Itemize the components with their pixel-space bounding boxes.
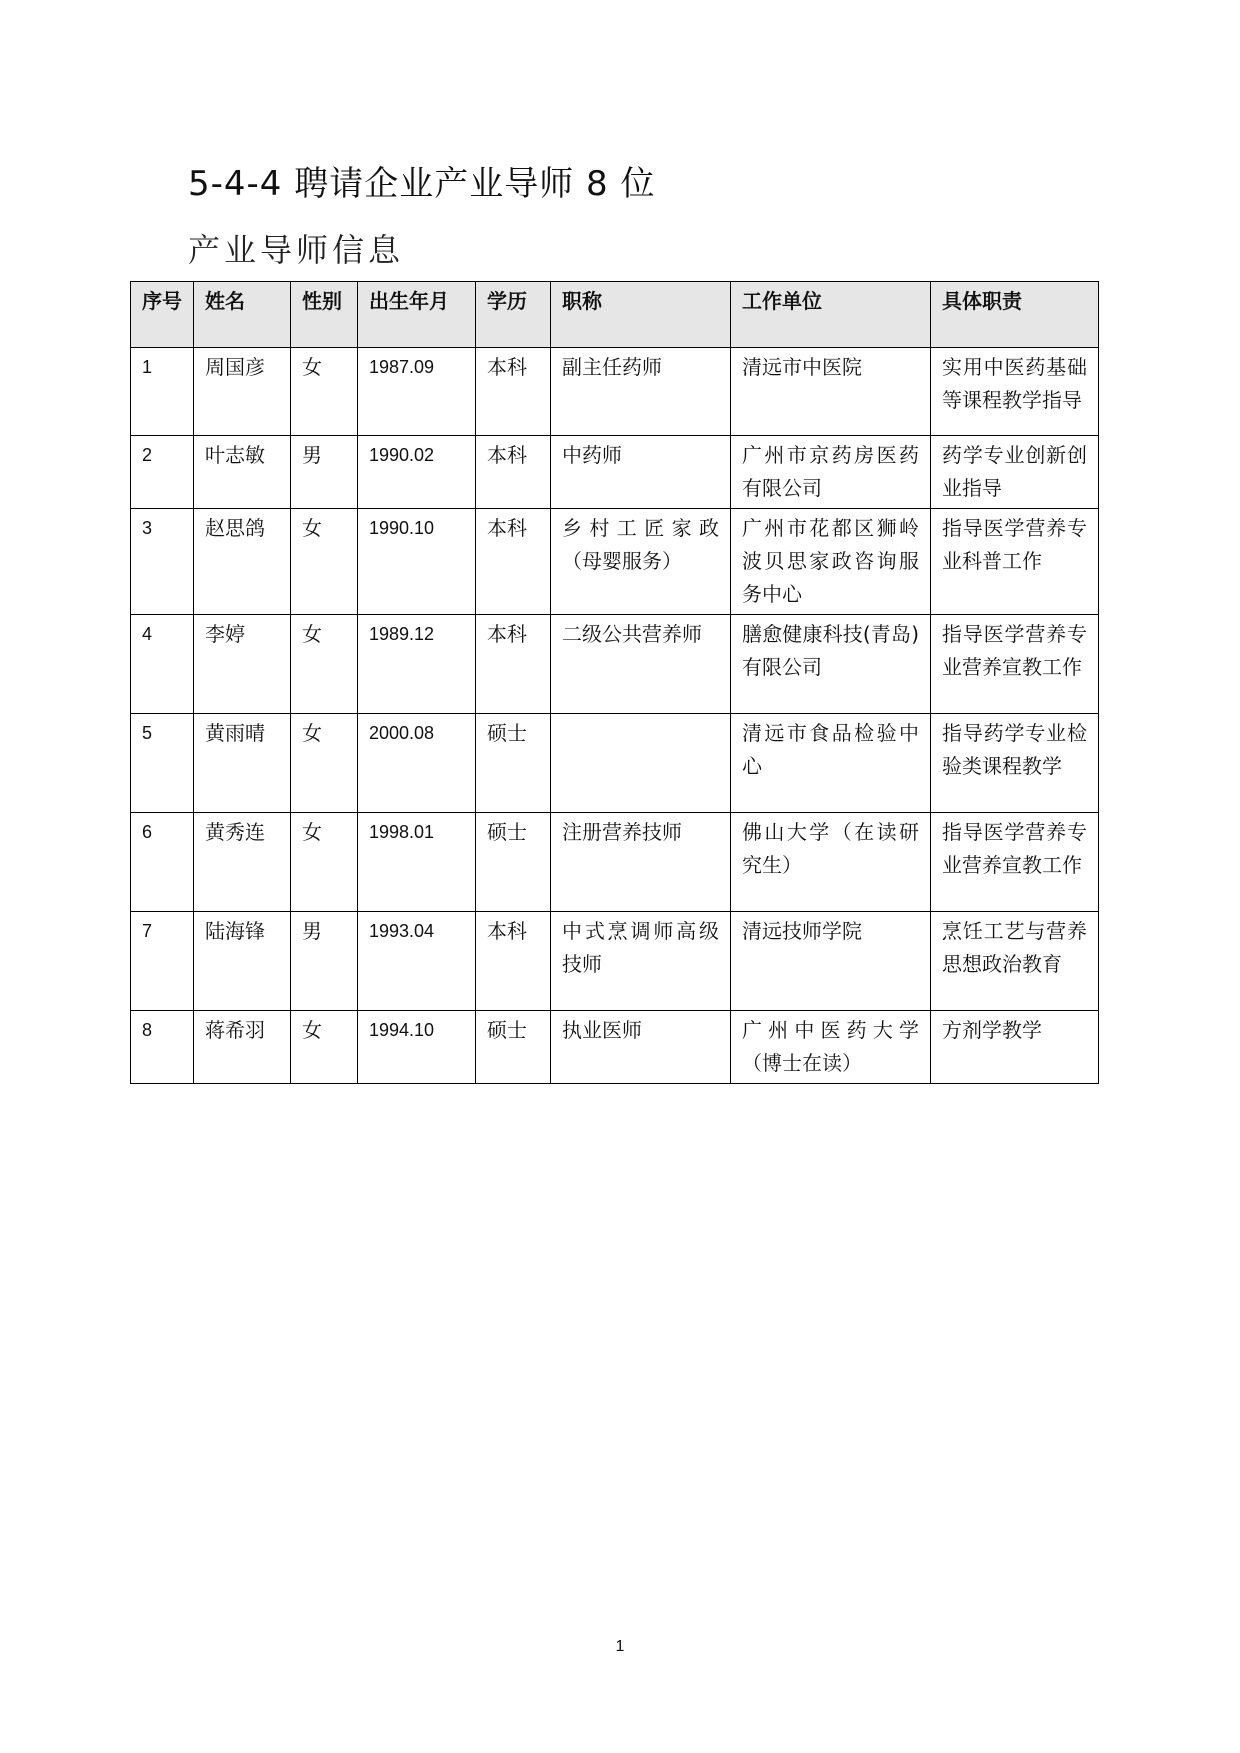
cell-gender: 女 xyxy=(291,1011,358,1084)
header-cell-name: 姓名 xyxy=(194,282,291,348)
table-row xyxy=(131,348,1099,436)
cell-birth: 2000.08 xyxy=(358,714,476,813)
cell-title: 二级公共营养师 xyxy=(551,615,731,714)
cell-duty: 指导医学营养专业营养宣教工作 xyxy=(931,615,1099,714)
cell-education: 本科 xyxy=(476,912,551,1011)
cell-employer: 清远技师学院 xyxy=(731,912,931,1011)
cell-title: 中式烹调师高级技师 xyxy=(551,912,731,1011)
cell-birth: 1990.10 xyxy=(358,509,476,615)
cell-gender: 男 xyxy=(291,912,358,1011)
cell-birth: 1993.04 xyxy=(358,912,476,1011)
cell-duty: 药学专业创新创业指导 xyxy=(931,436,1099,509)
cell-gender: 女 xyxy=(291,813,358,912)
table-row xyxy=(131,615,1099,714)
cell-gender: 女 xyxy=(291,509,358,615)
cell-employer: 广州市京药房医药有限公司 xyxy=(731,436,931,509)
table-header xyxy=(131,282,1099,348)
cell-employer: 清远市食品检验中心 xyxy=(731,714,931,813)
header-cell-birth: 出生年月 xyxy=(358,282,476,348)
cell-birth: 1994.10 xyxy=(358,1011,476,1084)
cell-index: 4 xyxy=(131,615,194,714)
cell-duty: 实用中医药基础等课程教学指导 xyxy=(931,348,1099,436)
cell-name: 周国彦 xyxy=(194,348,291,436)
mentor-table xyxy=(130,281,1099,1084)
cell-name: 黄秀连 xyxy=(194,813,291,912)
cell-title: 乡村工匠家政（母婴服务） xyxy=(551,509,731,615)
cell-education: 硕士 xyxy=(476,813,551,912)
cell-employer: 膳愈健康科技(青岛)有限公司 xyxy=(731,615,931,714)
cell-gender: 女 xyxy=(291,348,358,436)
header-cell-index: 序号 xyxy=(131,282,194,348)
cell-duty: 烹饪工艺与营养思想政治教育 xyxy=(931,912,1099,1011)
cell-gender: 男 xyxy=(291,436,358,509)
cell-education: 硕士 xyxy=(476,1011,551,1084)
header-cell-employer: 工作单位 xyxy=(731,282,931,348)
cell-index: 6 xyxy=(131,813,194,912)
cell-birth: 1987.09 xyxy=(358,348,476,436)
cell-duty: 指导药学专业检验类课程教学 xyxy=(931,714,1099,813)
table-row xyxy=(131,436,1099,509)
page-subheading: 产业导师信息 xyxy=(188,231,405,269)
cell-index: 1 xyxy=(131,348,194,436)
cell-index: 5 xyxy=(131,714,194,813)
header-row xyxy=(131,282,1099,348)
cell-education: 本科 xyxy=(476,348,551,436)
cell-title: 注册营养技师 xyxy=(551,813,731,912)
cell-title: 中药师 xyxy=(551,436,731,509)
table-body xyxy=(131,348,1099,1084)
cell-education: 本科 xyxy=(476,615,551,714)
cell-title xyxy=(551,714,731,813)
cell-education: 本科 xyxy=(476,436,551,509)
cell-gender: 女 xyxy=(291,714,358,813)
cell-employer: 清远市中医院 xyxy=(731,348,931,436)
cell-duty: 指导医学营养专业营养宣教工作 xyxy=(931,813,1099,912)
cell-title: 执业医师 xyxy=(551,1011,731,1084)
header-cell-duty: 具体职责 xyxy=(931,282,1099,348)
page-heading: 5-4-4 聘请企业产业导师 8 位 xyxy=(188,164,656,204)
cell-employer: 佛山大学（在读研究生） xyxy=(731,813,931,912)
cell-duty: 指导医学营养专业科普工作 xyxy=(931,509,1099,615)
table-row xyxy=(131,509,1099,615)
cell-index: 7 xyxy=(131,912,194,1011)
cell-birth: 1990.02 xyxy=(358,436,476,509)
cell-name: 蒋希羽 xyxy=(194,1011,291,1084)
cell-education: 硕士 xyxy=(476,714,551,813)
cell-name: 赵思鸽 xyxy=(194,509,291,615)
header-cell-title: 职称 xyxy=(551,282,731,348)
header-cell-gender: 性别 xyxy=(291,282,358,348)
cell-birth: 1989.12 xyxy=(358,615,476,714)
cell-name: 李婷 xyxy=(194,615,291,714)
cell-index: 3 xyxy=(131,509,194,615)
cell-gender: 女 xyxy=(291,615,358,714)
cell-name: 黄雨晴 xyxy=(194,714,291,813)
cell-title: 副主任药师 xyxy=(551,348,731,436)
cell-name: 陆海锋 xyxy=(194,912,291,1011)
cell-employer: 广州中医药大学（博士在读） xyxy=(731,1011,931,1084)
header-cell-education: 学历 xyxy=(476,282,551,348)
cell-education: 本科 xyxy=(476,509,551,615)
cell-index: 2 xyxy=(131,436,194,509)
table-row xyxy=(131,912,1099,1011)
table-row xyxy=(131,714,1099,813)
page-number: 1 xyxy=(615,1638,625,1655)
table-row xyxy=(131,813,1099,912)
table-row xyxy=(131,1011,1099,1084)
cell-employer: 广州市花都区狮岭波贝思家政咨询服务中心 xyxy=(731,509,931,615)
cell-index: 8 xyxy=(131,1011,194,1084)
cell-duty: 方剂学教学 xyxy=(931,1011,1099,1084)
cell-birth: 1998.01 xyxy=(358,813,476,912)
cell-name: 叶志敏 xyxy=(194,436,291,509)
